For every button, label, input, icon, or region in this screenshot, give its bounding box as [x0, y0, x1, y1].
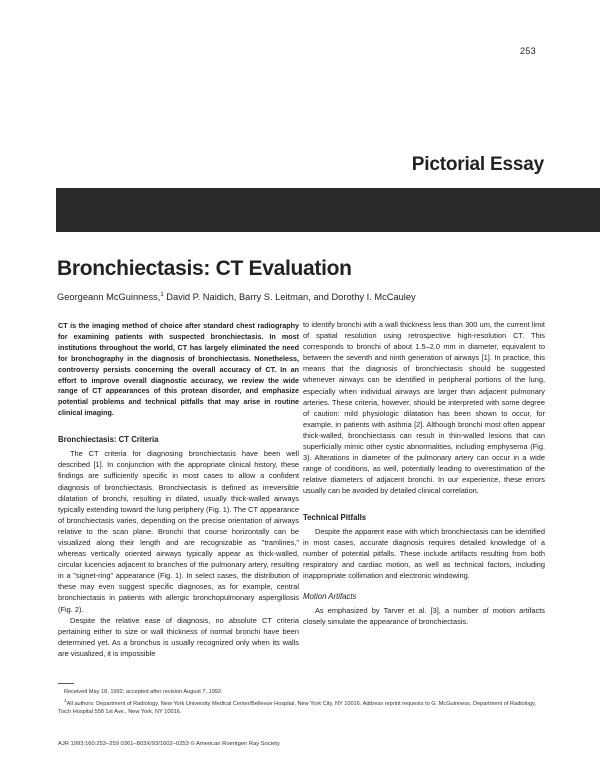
first-author: Georgeann McGuinness,	[57, 292, 161, 303]
section-heading-pitfalls: Technical Pitfalls	[303, 512, 367, 522]
left-column	[58, 321, 299, 659]
article-title: Bronchiectasis: CT Evaluation	[57, 257, 352, 280]
header-banner	[56, 188, 600, 232]
received-note: Received May 18, 1992; accepted after revision August 7, 1992.	[64, 689, 223, 695]
author-line	[57, 292, 416, 302]
right-column	[303, 319, 545, 627]
body-paragraph: As emphasized by Tarver et al. [3], a number of motion artifacts closely simulate the appearance of bronchiectasis.	[303, 606, 545, 627]
affiliation-text: All authors: Department of Radiology, New York University Medical Center/Bellevue Hospital, New York City, NY 10016. Address reprint requests to G. McGuinness, Department of Radiology, Tisch Hospital 558 1st Ave., New York, NY 10016.	[58, 700, 536, 716]
footnote-rule	[58, 683, 74, 684]
abstract: CT is the imaging method of choice after standard chest radiography for examining patients with suspected bronchiectasis. In most institutions throughout the world, CT has largely eliminated the need for bronchography in the diagnosis of bronchiectasis. Nonetheless, controversy persists concerning the overall accuracy of CT. In an effort to improve overall diagnostic accuracy, we review the wide range of CT appearances of this protean disorder, and emphasize potential problems and technical pitfalls that may arise in routine clinical imaging.	[58, 321, 299, 418]
section-heading-criteria: Bronchiectasis: CT Criteria	[58, 435, 159, 445]
body-paragraph: to identify bronchi with a wall thickness less than 300 um, the current limit of spatial resolution using retrospective high-resolution CT. This corresponds to bronchi of about 1.5–2.0 mm in diameter, equivalent to between the seventh and ninth generation of airways [1]. In practice, this means that the diagnosis of bronchiectasis should be suggested whenever airways can be identified in peripheral portions of the lung, especially when individual airways are larger than adjacent pulmonary arteries. These criteria, however, should be interpreted with some degree of caution: mild physiologic dilatation has been shown to occur, for example, in patients with asthma [2]. Although bronchi most often appear thick-walled, bronchiectasis can result in thin-walled lesions that can superficially mimic other cystic abnormalities, including emphysema (Fig. 3). Alterations in diameter of the pulmonary artery can occur in a wide range of conditions, as well, potentially leading to overestimation of the relative diameters of adjacent bronchi. In our experience, these errors usually can be avoided by detailed clinical correlation.	[303, 320, 545, 496]
journal-citation: AJR 1993;160:253–259 0361–803X/93/1602–0253 © American Roentgen Ray Society	[58, 741, 280, 747]
subsection-heading-motion: Motion Artifacts	[303, 592, 357, 602]
coauthors: David P. Naidich, Barry S. Leitman, and Dorothy I. McCauley	[163, 292, 416, 303]
affiliation-note	[58, 697, 546, 717]
body-paragraph: The CT criteria for diagnosing bronchiectasis have been well described [1]. In conjunction with the appropriate clinical history, these findings are sufficiently specific in most cases to allow a confident diagnosis of bronchiectasis. Bronchiectasis is defined as irreversible dilatation of bronchi, resulting in dilated, usually thick-walled airways typically extending toward the lung periphery (Fig. 1). The CT appearance of bronchiectasis varies, depending on the precise orientation of airways relative to the scan plane. Bronchi that course horizontally can be visualized along their length and are recognizable as "tramlines," whereas vertically oriented airways typically appear as thick-walled, circular lucencies adjacent to branches of the pulmonary artery, resulting in a "signet-ring" appearance (Fig. 1). In select cases, the distribution of these may even suggest specific diagnoses, as for example, central bronchiectasis in patients with allergic bronchopulmonary aspergillosis (Fig. 2).	[58, 449, 299, 614]
affiliation-marker: 1	[64, 697, 67, 703]
body-paragraph: Despite the apparent ease with which bronchiectasis can be identified in most cases, accurate diagnosis requires detailed knowledge of a number of potential pitfalls. These include artifacts resulting from both respiratory and cardiac motion, as well as technical factors, including inappropriate collimation and electronic windowing.	[303, 526, 545, 580]
section-label: Pictorial Essay	[411, 154, 544, 175]
body-paragraph: Despite the relative ease of diagnosis, no absolute CT criteria pertaining either to size or wall thickness of normal bronchi have been determined yet. As a bronchus is usually recognized only when its walls are visualized, it is impossible	[58, 615, 299, 658]
author-footnote-marker: 1	[160, 292, 164, 298]
page-number: 253	[520, 46, 536, 56]
footnotes	[58, 688, 546, 717]
